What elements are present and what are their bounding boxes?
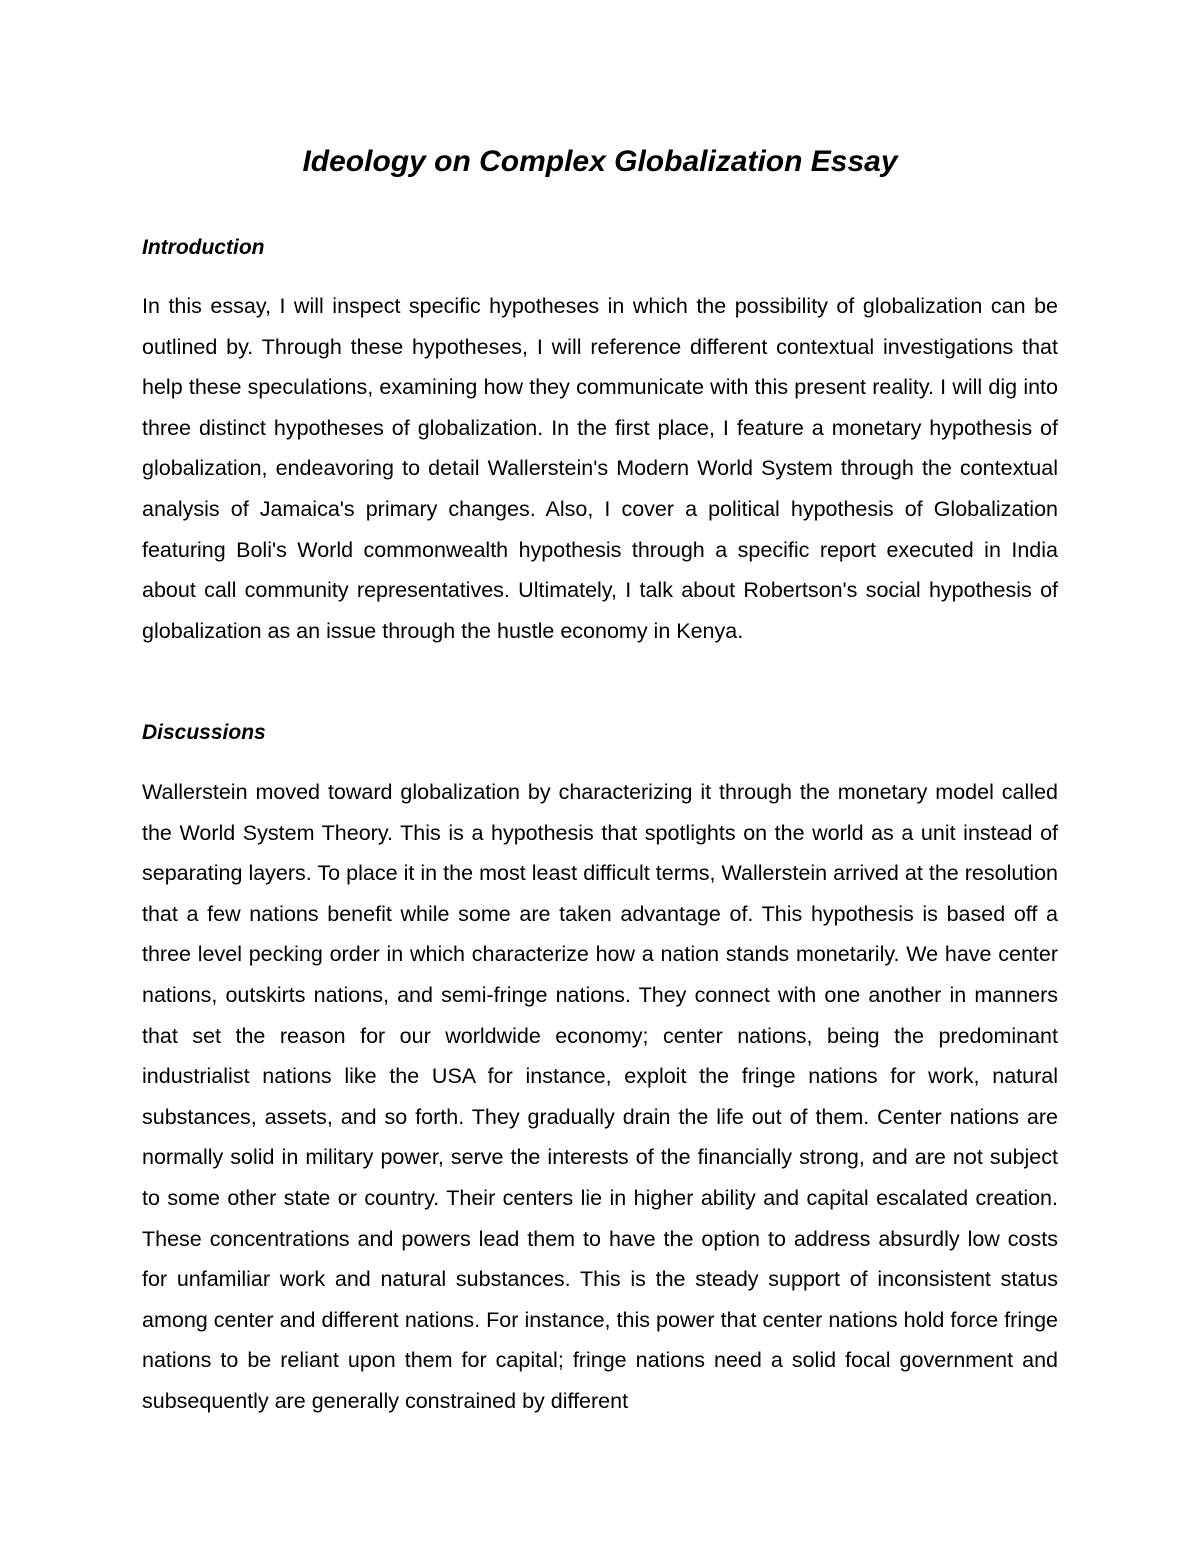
section-heading-discussions: Discussions bbox=[142, 721, 266, 744]
section-heading-introduction: Introduction bbox=[142, 236, 265, 259]
document-title: Ideology on Complex Globalization Essay bbox=[302, 145, 898, 178]
introduction-paragraph: In this essay, I will inspect specific hypotheses in which the possibility of globalization can be outlined by. Through these hypotheses, I will reference different contextual investigations that help these speculations, examining how they communicate with this present reality. I will dig into three distinct hypotheses of globalization. In the first place, I feature a monetary hypothesis of globalization, endeavoring to detail Wallerstein's Modern World System through the contextual analysis of Jamaica's primary changes. Also, I cover a political hypothesis of Globalization featuring Boli's World commonwealth hypothesis through a specific report executed in India about call community representatives. Ultimately, I talk about Robertson's social hypothesis of globalization as an issue through the hustle economy in Kenya. bbox=[142, 294, 1058, 643]
discussions-paragraph: Wallerstein moved toward globalization by characterizing it through the monetary model called the World System Theory. This is a hypothesis that spotlights on the world as a unit instead of separating layers. To place it in the most least difficult terms, Wallerstein arrived at the resolution that a few nations benefit while some are taken advantage of. This hypothesis is based off a three level pecking order in which characterize how a nation stands monetarily. We have center nations, outskirts nations, and semi-fringe nations. They connect with one another in manners that set the reason for our worldwide economy; center nations, being the predominant industrialist nations like the USA for instance, exploit the fringe nations for work, natural substances, assets, and so forth. They gradually drain the life out of them. Center nations are normally solid in military power, serve the interests of the financially strong, and are not subject to some other state or country. Their centers lie in higher ability and capital escalated creation. These concentrations and powers lead them to have the option to address absurdly low costs for unfamiliar work and natural substances. This is the steady support of inconsistent status among center and different nations. For instance, this power that center nations hold force fringe nations to be reliant upon them for capital; fringe nations need a solid focal government and subsequently are generally constrained by different bbox=[142, 780, 1058, 1413]
